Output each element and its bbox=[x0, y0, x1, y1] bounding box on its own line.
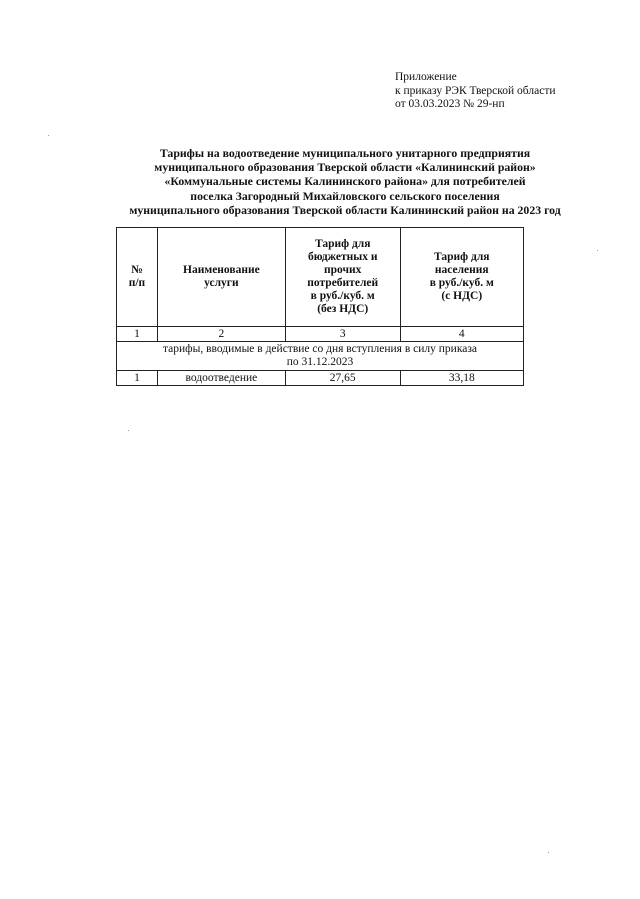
scan-speck bbox=[548, 852, 549, 853]
document-title bbox=[100, 146, 590, 217]
header-tariff-budget: Тариф для бюджетных и прочих потребителей в руб./куб. м (без НДС) bbox=[285, 228, 400, 327]
row-number: 1 bbox=[117, 371, 158, 386]
appendix-reference bbox=[395, 71, 556, 112]
column-number: 4 bbox=[400, 327, 523, 342]
title-line: поселка Загородный Михайловского сельского поселения bbox=[190, 188, 500, 203]
row-tariff-population: 33,18 bbox=[400, 371, 523, 386]
tariff-table bbox=[116, 227, 524, 386]
column-number: 2 bbox=[157, 327, 285, 342]
header-service: Наименование услуги bbox=[157, 228, 285, 327]
title-line: муниципального образования Тверской области Калининский район на 2023 год bbox=[129, 202, 561, 217]
appendix-label: Приложение bbox=[395, 71, 457, 83]
column-number-row bbox=[117, 327, 524, 342]
title-line: Тарифы на водоотведение муниципального унитарного предприятия bbox=[159, 146, 531, 160]
period-note: тарифы, вводимые в действие со дня вступления в силу приказа по 31.12.2023 bbox=[117, 342, 524, 371]
title-line: «Коммунальные системы Калининского района» для потребителей bbox=[164, 174, 526, 189]
table-row bbox=[117, 371, 524, 386]
table-header-row bbox=[117, 228, 524, 327]
appendix-order-date: от 03.03.2023 № 29-нп bbox=[395, 98, 505, 110]
scan-speck bbox=[48, 135, 49, 136]
appendix-order-ref: к приказу РЭК Тверской области bbox=[395, 84, 556, 97]
title-line: муниципального образования Тверской области «Калининский район» bbox=[154, 160, 536, 175]
column-number: 1 bbox=[117, 327, 158, 342]
header-tariff-population: Тариф для населения в руб./куб. м (с НДС) bbox=[400, 228, 523, 327]
row-service: водоотведение bbox=[157, 371, 285, 386]
period-note-row bbox=[117, 342, 524, 371]
column-number: 3 bbox=[285, 327, 400, 342]
scan-speck bbox=[128, 430, 129, 431]
header-number: № п/п bbox=[117, 228, 158, 327]
row-tariff-budget: 27,65 bbox=[285, 371, 400, 386]
scan-speck bbox=[597, 250, 598, 251]
